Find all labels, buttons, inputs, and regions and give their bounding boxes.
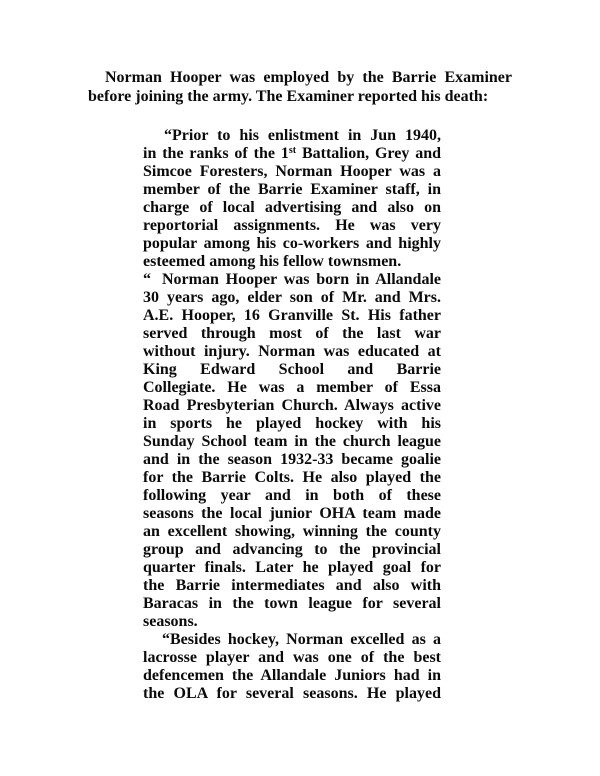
- text-line: Baracas in the town league for several: [143, 595, 441, 612]
- text-line: seasons the local junior OHA team made: [143, 505, 441, 522]
- text-line: in sports he played hockey with his: [143, 415, 441, 432]
- text-line: without injury. Norman was educated at: [143, 343, 441, 360]
- superscript-text: st: [288, 145, 297, 156]
- text-line: lacrosse player and was one of the best: [143, 649, 441, 666]
- intro-paragraph: [88, 68, 512, 106]
- text-line: “Besides hockey, Norman excelled as a: [162, 631, 441, 648]
- text-line: Simcoe Foresters, Norman Hooper was a: [143, 163, 441, 180]
- text-line: [143, 271, 441, 289]
- text-fragment: Norman Hooper was born in Allandale: [162, 271, 441, 288]
- text-line: an excellent showing, winning the county: [143, 523, 441, 540]
- text-line: esteemed among his fellow townsmen.: [143, 253, 402, 270]
- text-line: Sunday School team in the church league: [143, 433, 441, 450]
- text-line: and in the season 1932-33 became goalie: [143, 451, 441, 468]
- text-fragment: “: [143, 271, 151, 288]
- text-line: popular among his co-workers and highly: [143, 235, 441, 252]
- text-line: Norman Hooper was employed by the Barrie Examiner: [105, 69, 512, 86]
- text-line: for the Barrie Colts. He also played the: [143, 469, 441, 486]
- text-line: the Barrie intermediates and also with: [143, 577, 441, 594]
- text-line: before joining the army. The Examiner reported his death:: [88, 88, 489, 105]
- text-line: A.E. Hooper, 16 Granville St. His father: [143, 307, 441, 324]
- text-line: 30 years ago, elder son of Mr. and Mrs.: [143, 289, 441, 306]
- text-line: member of the Barrie Examiner staff, in: [143, 181, 441, 198]
- text-fragment: in the ranks of the 1: [143, 145, 289, 162]
- text-line: reportorial assignments. He was very: [143, 217, 441, 234]
- text-line: Road Presbyterian Church. Always active: [143, 397, 441, 414]
- text-line: “Prior to his enlistment in Jun 1940,: [164, 127, 441, 144]
- text-line: Collegiate. He was a member of Essa: [143, 379, 441, 396]
- text-line: served through most of the last war: [143, 325, 441, 342]
- quoted-obituary-article: [143, 127, 441, 703]
- text-line: group and advancing to the provincial: [143, 541, 441, 558]
- text-fragment: Battalion, Grey and: [296, 145, 441, 162]
- text-line: seasons.: [143, 613, 198, 630]
- text-line: quarter finals. Later he played goal for: [143, 559, 441, 576]
- text-line: following year and in both of these: [143, 487, 441, 504]
- text-line: [143, 145, 441, 163]
- text-line: defencemen the Allandale Juniors had in: [143, 667, 441, 684]
- text-line: charge of local advertising and also on: [143, 199, 441, 216]
- text-line: the OLA for several seasons. He played: [143, 685, 441, 702]
- text-line: King Edward School and Barrie: [143, 361, 441, 378]
